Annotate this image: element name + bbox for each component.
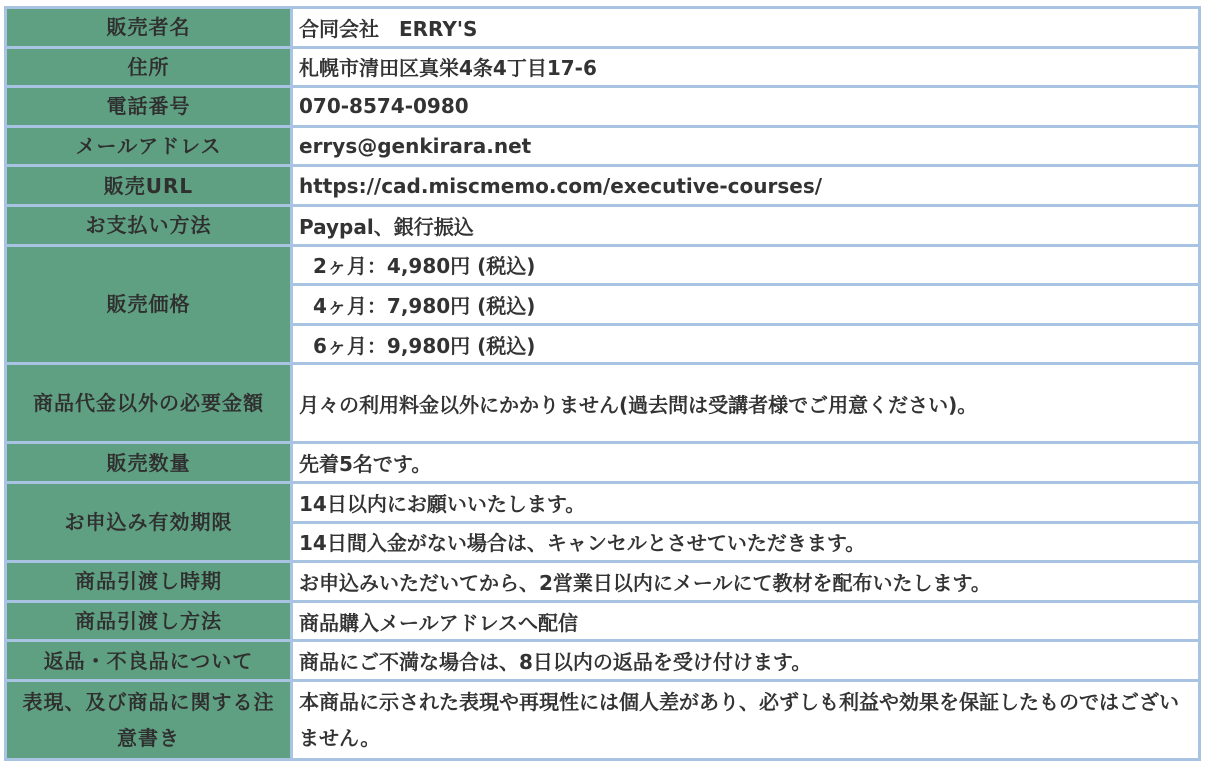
row-value: errys@genkirara.net (292, 126, 1200, 166)
table-row-phone (6, 87, 1200, 127)
row-value: 070-8574-0980 (292, 87, 1200, 127)
row-value: 札幌市清田区真栄4条4丁目17-6 (292, 47, 1200, 87)
table-row-payment-method (6, 205, 1200, 245)
table-row-disclaimer (6, 680, 1200, 759)
table-row-sales-url (6, 166, 1200, 206)
row-label: お申込み有効期限 (6, 482, 292, 561)
row-label: お支払い方法 (6, 205, 292, 245)
row-label: 返品・不良品について (6, 641, 292, 681)
table-row-seller-name (6, 8, 1200, 48)
table-row-delivery-time (6, 562, 1200, 602)
row-value: https://cad.miscmemo.com/executive-courses/ (292, 166, 1200, 206)
deadline-line-1: 14日以内にお願いいたします。 (292, 482, 1200, 522)
table-row-price-1 (6, 245, 1200, 285)
seller-info-table (4, 6, 1201, 761)
table-row-returns (6, 641, 1200, 681)
row-label: 商品代金以外の必要金額 (6, 364, 292, 443)
table-row-additional-costs (6, 364, 1200, 443)
row-value: Paypal、銀行振込 (292, 205, 1200, 245)
row-value: 商品にご不満な場合は、8日以内の返品を受け付けます。 (292, 641, 1200, 681)
row-value: 商品購入メールアドレスへ配信 (292, 601, 1200, 641)
row-label: 電話番号 (6, 87, 292, 127)
row-label: 販売数量 (6, 443, 292, 483)
row-label: 販売価格 (6, 245, 292, 364)
deadline-line-2: 14日間入金がない場合は、キャンセルとさせていただきます。 (292, 522, 1200, 562)
row-label: 商品引渡し時期 (6, 562, 292, 602)
row-value: 月々の利用料金以外にかかりません(過去問は受講者様でご用意ください)。 (292, 364, 1200, 443)
row-label: 表現、及び商品に関する注意書き (6, 680, 292, 759)
row-value: 本商品に示された表現や再現性には個人差があり、必ずしも利益や効果を保証したものではございません。 (292, 680, 1200, 759)
table-row-delivery-method (6, 601, 1200, 641)
table-row-email (6, 126, 1200, 166)
row-value: お申込みいただいてから、2営業日以内にメールにて教材を配布いたします。 (292, 562, 1200, 602)
row-label: 販売者名 (6, 8, 292, 48)
row-label: 商品引渡し方法 (6, 601, 292, 641)
table-row-quantity (6, 443, 1200, 483)
row-value: 先着5名です。 (292, 443, 1200, 483)
row-value: 合同会社 ERRY'S (292, 8, 1200, 48)
price-2-months: 2ヶ月：4,980円 (税込) (292, 245, 1200, 285)
row-label: 住所 (6, 47, 292, 87)
table-row-deadline-1 (6, 482, 1200, 522)
price-6-months: 6ヶ月：9,980円 (税込) (292, 324, 1200, 364)
price-4-months: 4ヶ月：7,980円 (税込) (292, 285, 1200, 325)
specified-commercial-transactions-table-container (4, 6, 1201, 760)
row-label: 販売URL (6, 166, 292, 206)
table-row-address (6, 47, 1200, 87)
row-label: メールアドレス (6, 126, 292, 166)
